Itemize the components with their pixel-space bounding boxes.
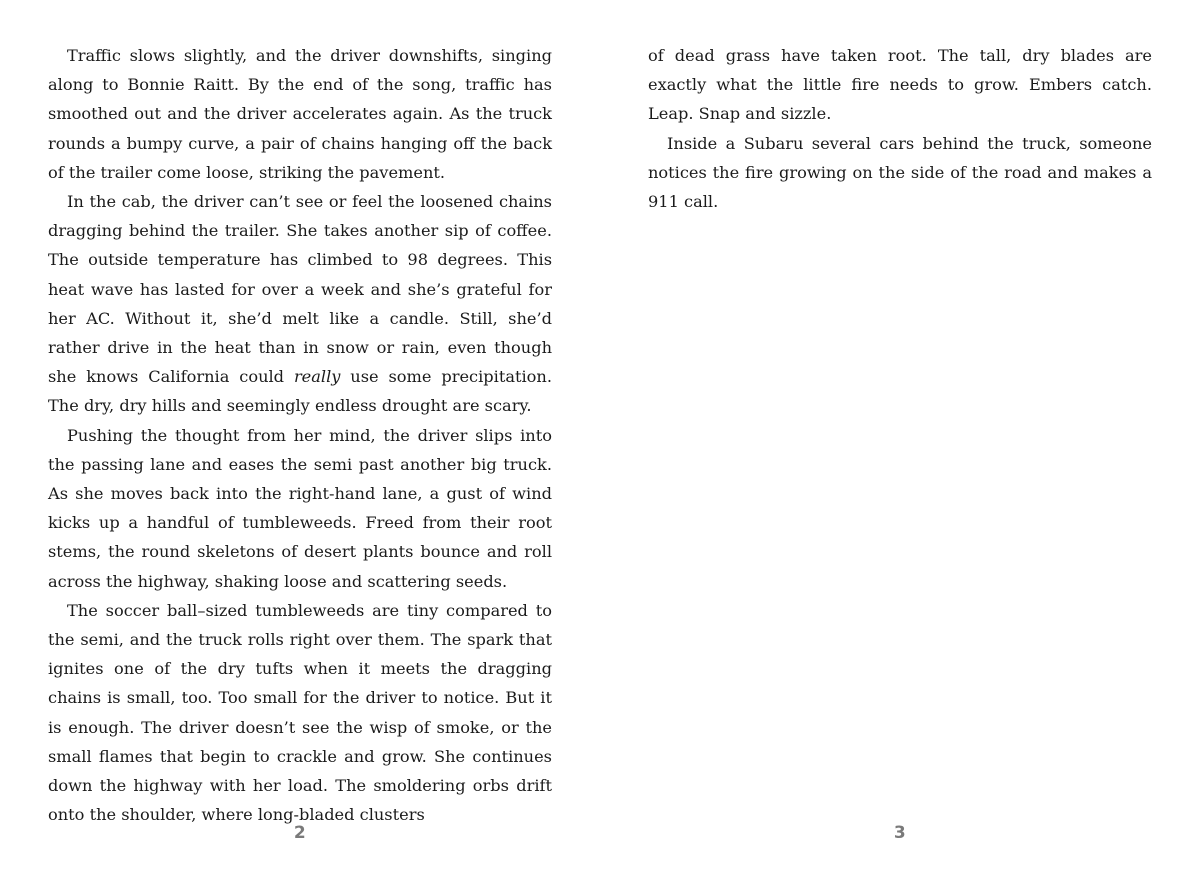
page-number-left: 2 bbox=[293, 823, 307, 843]
paragraph bbox=[648, 41, 1152, 129]
paragraph bbox=[648, 129, 1152, 217]
paragraph bbox=[48, 421, 552, 596]
text-run: Traffic slows slightly, and the driver downshifts, singing along to Bonnie Raitt. By the end of the song, traffic has smoothed out and the driver accelerates again. As the truck rounds a bumpy curve, a pair of chains hanging off the back of the trailer come loose, striking the pavement. bbox=[48, 46, 552, 182]
right-page-text bbox=[648, 41, 1152, 216]
text-run: In the cab, the driver can’t see or feel the loosened chains dragging behind the trailer. She takes another sip of coffee. The outside temperature has climbed to 98 degrees. This heat wave has lasted for over a week and she’s grateful for her AC. Without it, she’d melt like a candle. Still, she’d rather drive in the heat than in snow or rain, even though she knows California could bbox=[48, 192, 552, 387]
paragraph bbox=[48, 187, 552, 421]
text-run: The soccer ball–sized tumbleweeds are tiny compared to the semi, and the truck rolls right over them. The spark that ignites one of the dry tufts when it meets the dragging chains is small, too. Too small for the driver to notice. But it is enough. The driver doesn’t see the wisp of smoke, or the small flames that begin to crackle and grow. She continues down the highway with her load. The smoldering orbs drift onto the shoulder, where long-bladed clusters bbox=[48, 600, 552, 825]
text-run: Pushing the thought from her mind, the driver slips into the passing lane and eases the semi past another big truck. As she moves back into the right-hand lane, a gust of wind kicks up a handful of tumbleweeds. Freed from their root stems, the round skeletons of desert plants bounce and roll across the highway, shaking loose and scattering seeds. bbox=[48, 425, 552, 591]
page-number-right: 3 bbox=[893, 823, 907, 843]
right-page bbox=[600, 0, 1200, 872]
paragraph bbox=[48, 596, 552, 830]
text-run: of dead grass have taken root. The tall, dry blades are exactly what the little fire needs to grow. Embers catch. Leap. Snap and sizzle. bbox=[648, 46, 1152, 124]
text-run: Inside a Subaru several cars behind the truck, someone notices the fire growing on the side of the road and makes a 911 call. bbox=[648, 133, 1152, 212]
italic-text: really bbox=[293, 367, 341, 387]
text-run: use some precipitation. The dry, dry hills and seemingly endless drought are scary. bbox=[48, 367, 552, 416]
paragraph bbox=[48, 41, 552, 187]
left-page-text bbox=[48, 41, 552, 829]
